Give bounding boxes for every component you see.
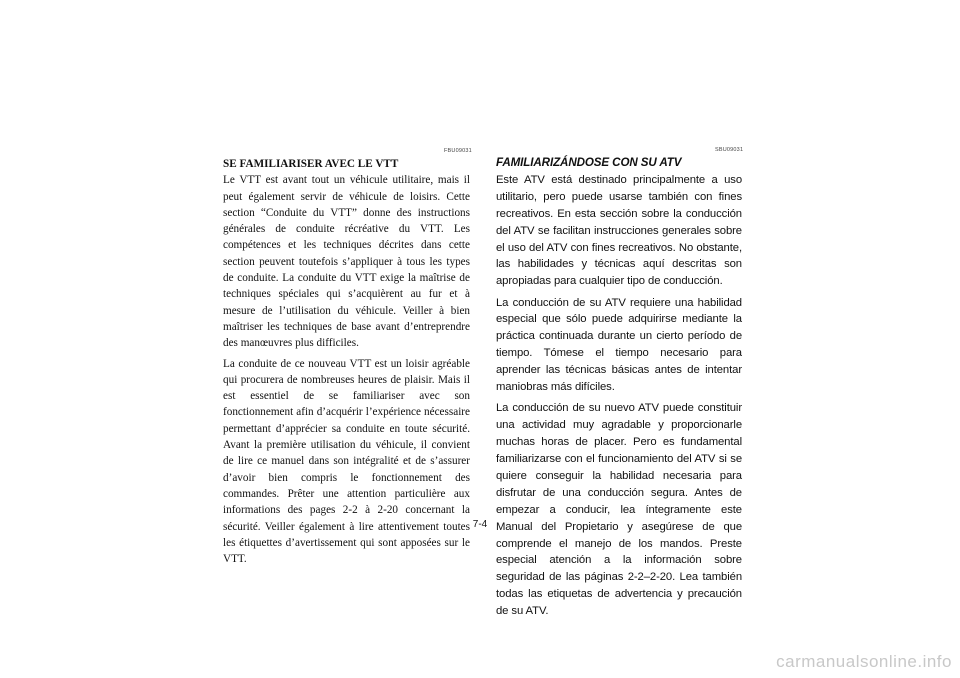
- french-paragraph-1: Le VTT est avant tout un véhicule utilitaire, mais il peut également servir de véhicule de loisirs. Cette section “Conduite du VTT” donne des instructions générales de conduite récréative du VTT. Les compétences et les techniques décrites dans cette section peuvent toutefois s’appliquer à tous les types de conduite. La conduite du VTT exige la maîtrise de techniques spéciales qui s’acquièrent au fur et à mesure de l’utilisation du véhicule. Veiller à bien maîtriser les techniques de base avant d’entreprendre des manœuvres plus difficiles.: [223, 174, 470, 350]
- spanish-column: [496, 155, 742, 620]
- spanish-paragraph-3: La conducción de su nuevo ATV puede constituir una actividad muy agradable y proporcionarle muchas horas de placer. Pero es fundamental familiarizarse con el funcionamiento del ATV si se quiere conseguir la habilidad necesaria para disfrutar de una conducción segura. Antes de empezar a conducir, lea íntegramente este Manual del Propietario y asegúrese de que comprende el manejo de los mandos. Preste especial atención a la información sobre seguridad de las páginas 2-2–2-20. Lea también todas las etiquetas de advertencia y precaución de su ATV.: [496, 402, 742, 618]
- spanish-paragraph-1: Este ATV está destinado principalmente a uso utilitario, pero puede usarse también con fines recreativos. En esta sección sobre la conducción del ATV se facilitan instrucciones generales sobre el uso del ATV con fines recreativos. No obstante, las habilidades y técnicas aquí descritas son apropiadas para cualquier tipo de conducción.: [496, 173, 742, 288]
- section-code-spanish: SBU09031: [715, 147, 744, 153]
- french-heading: SE FAMILIARISER AVEC LE VTT: [223, 158, 399, 170]
- french-column: [223, 156, 470, 567]
- spanish-heading: FAMILIARIZÁNDOSE CON SU ATV: [496, 156, 682, 169]
- spanish-paragraph-2: La conducción de su ATV requiere una habilidad especial que sólo puede adquirirse mediante la práctica continuada durante un cierto período de tiempo. Tómese el tiempo necesario para aprender las técnicas básicas antes de intentar maniobras más difíciles.: [496, 296, 742, 394]
- section-code-french: FBU09031: [444, 148, 472, 154]
- french-paragraph-2: La conduite de ce nouveau VTT est un loisir agréable qui procurera de nombreuses heures de plaisir. Mais il est essentiel de se familiariser avec son fonctionnement afin d’acquérir l’expérience nécessaire permettant d’apprécier sa conduite en toute sécurité. Avant la première utilisation du véhicule, il convient de lire ce manuel dans son intégralité et de s’assurer d’avoir bien compris le fonctionnement des commandes. Prêter une attention particulière aux informations des pages 2-2 à 2-20 concernant la sécurité. Veiller également à lire attentivement toutes les étiquettes d’avertissement qui sont apposées sur le VTT.: [223, 357, 470, 566]
- watermark-text: carmanualsonline.info: [776, 652, 952, 671]
- page-number: 7-4: [472, 519, 488, 530]
